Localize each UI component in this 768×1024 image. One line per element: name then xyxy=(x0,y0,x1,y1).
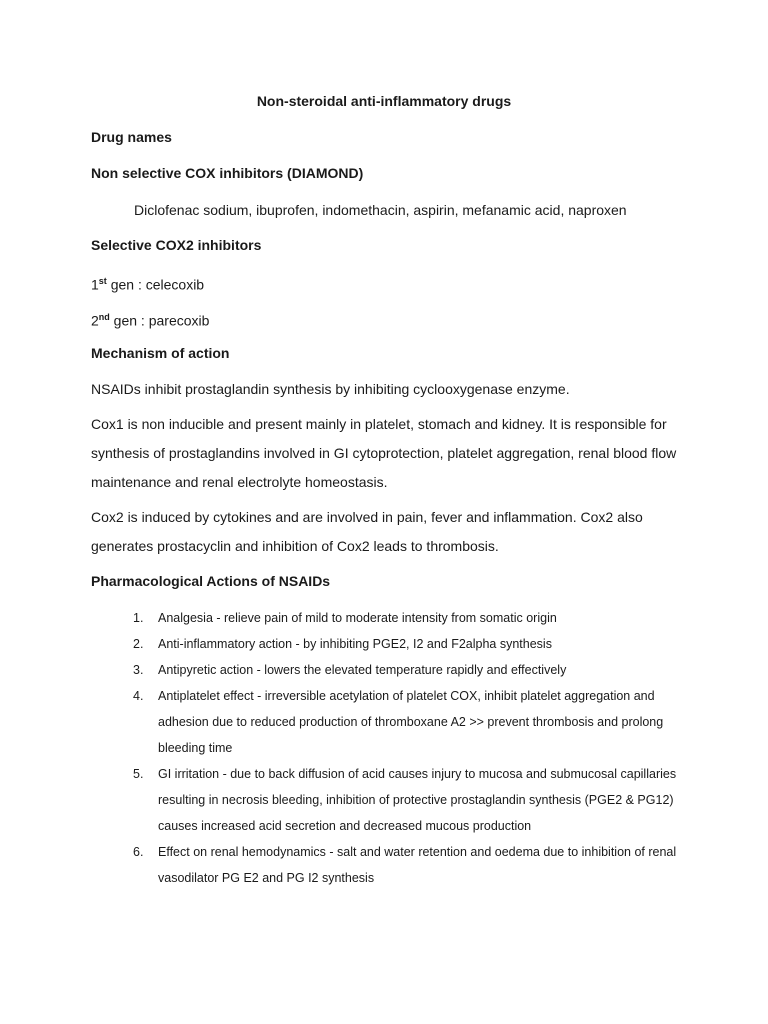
actions-list xyxy=(0,605,768,891)
gen1-text: gen : celecoxib xyxy=(106,276,205,293)
gen2-line xyxy=(91,308,691,331)
mechanism-paragraph-1: NSAIDs inhibit prostaglandin synthesis by inhibiting cyclooxygenase enzyme. xyxy=(91,381,570,397)
gen1-line xyxy=(91,272,691,295)
list-item-text: Antipyretic action - lowers the elevated temperature rapidly and effectively xyxy=(158,663,567,677)
mechanism-paragraph-3: Cox2 is induced by cytokines and are involved in pain, fever and inflammation. Cox2 also generates prostacyclin and inhibition of Cox2 leads to thrombosis. xyxy=(91,509,643,554)
list-item-number: 3. xyxy=(133,663,144,677)
list-item xyxy=(0,683,678,761)
gen1-superscript: st xyxy=(98,276,107,286)
list-item xyxy=(0,605,678,631)
list-item-text: Anti-inflammatory action - by inhibiting PGE2, I2 and F2alpha synthesis xyxy=(158,637,552,651)
list-item-number: 4. xyxy=(133,689,144,703)
list-item-text: Analgesia - relieve pain of mild to moderate intensity from somatic origin xyxy=(158,611,557,625)
drug-names-heading: Drug names xyxy=(91,129,172,145)
mechanism-paragraph-2: Cox1 is non inducible and present mainly in platelet, stomach and kidney. It is responsible for synthesis of prostaglandins involved in GI cytoprotection, platelet aggregation, renal blood flow maintenance and renal electrolyte homeostasis. xyxy=(91,416,677,490)
list-item xyxy=(0,657,678,683)
gen2-number: 2 xyxy=(91,312,99,329)
document-title: Non-steroidal anti-inflammatory drugs xyxy=(256,93,512,109)
list-item-number: 5. xyxy=(133,767,144,781)
gen2-text: gen : parecoxib xyxy=(109,312,210,329)
list-item-number: 1. xyxy=(133,611,144,625)
gen2-superscript: nd xyxy=(98,312,110,322)
actions-heading: Pharmacological Actions of NSAIDs xyxy=(91,573,331,589)
mechanism-heading: Mechanism of action xyxy=(91,345,230,361)
list-item xyxy=(0,839,678,891)
non-selective-drug-list: Diclofenac sodium, ibuprofen, indomethacin, aspirin, mefanamic acid, naproxen xyxy=(134,202,627,218)
list-item-number: 2. xyxy=(133,637,144,651)
list-item-text: Antiplatelet effect - irreversible acetylation of platelet COX, inhibit platelet aggregation and adhesion due to reduced production of thromboxane A2 >> prevent thrombosis and prolong bleeding time xyxy=(158,689,664,755)
list-item-text: GI irritation - due to back diffusion of acid causes injury to mucosa and submucosal capillaries resulting in necrosis bleeding, inhibition of protective prostaglandin synthesis (PGE2 & PG12) causes increased acid secretion and decreased mucous production xyxy=(158,767,677,833)
list-item-text: Effect on renal hemodynamics - salt and water retention and oedema due to inhibition of renal vasodilator PG E2 and PG I2 synthesis xyxy=(158,845,677,885)
selective-heading: Selective COX2 inhibitors xyxy=(91,237,262,253)
non-selective-heading: Non selective COX inhibitors (DIAMOND) xyxy=(91,165,364,181)
list-item-number: 6. xyxy=(133,845,144,859)
gen1-number: 1 xyxy=(91,276,99,293)
list-item xyxy=(0,761,678,839)
list-item xyxy=(0,631,678,657)
